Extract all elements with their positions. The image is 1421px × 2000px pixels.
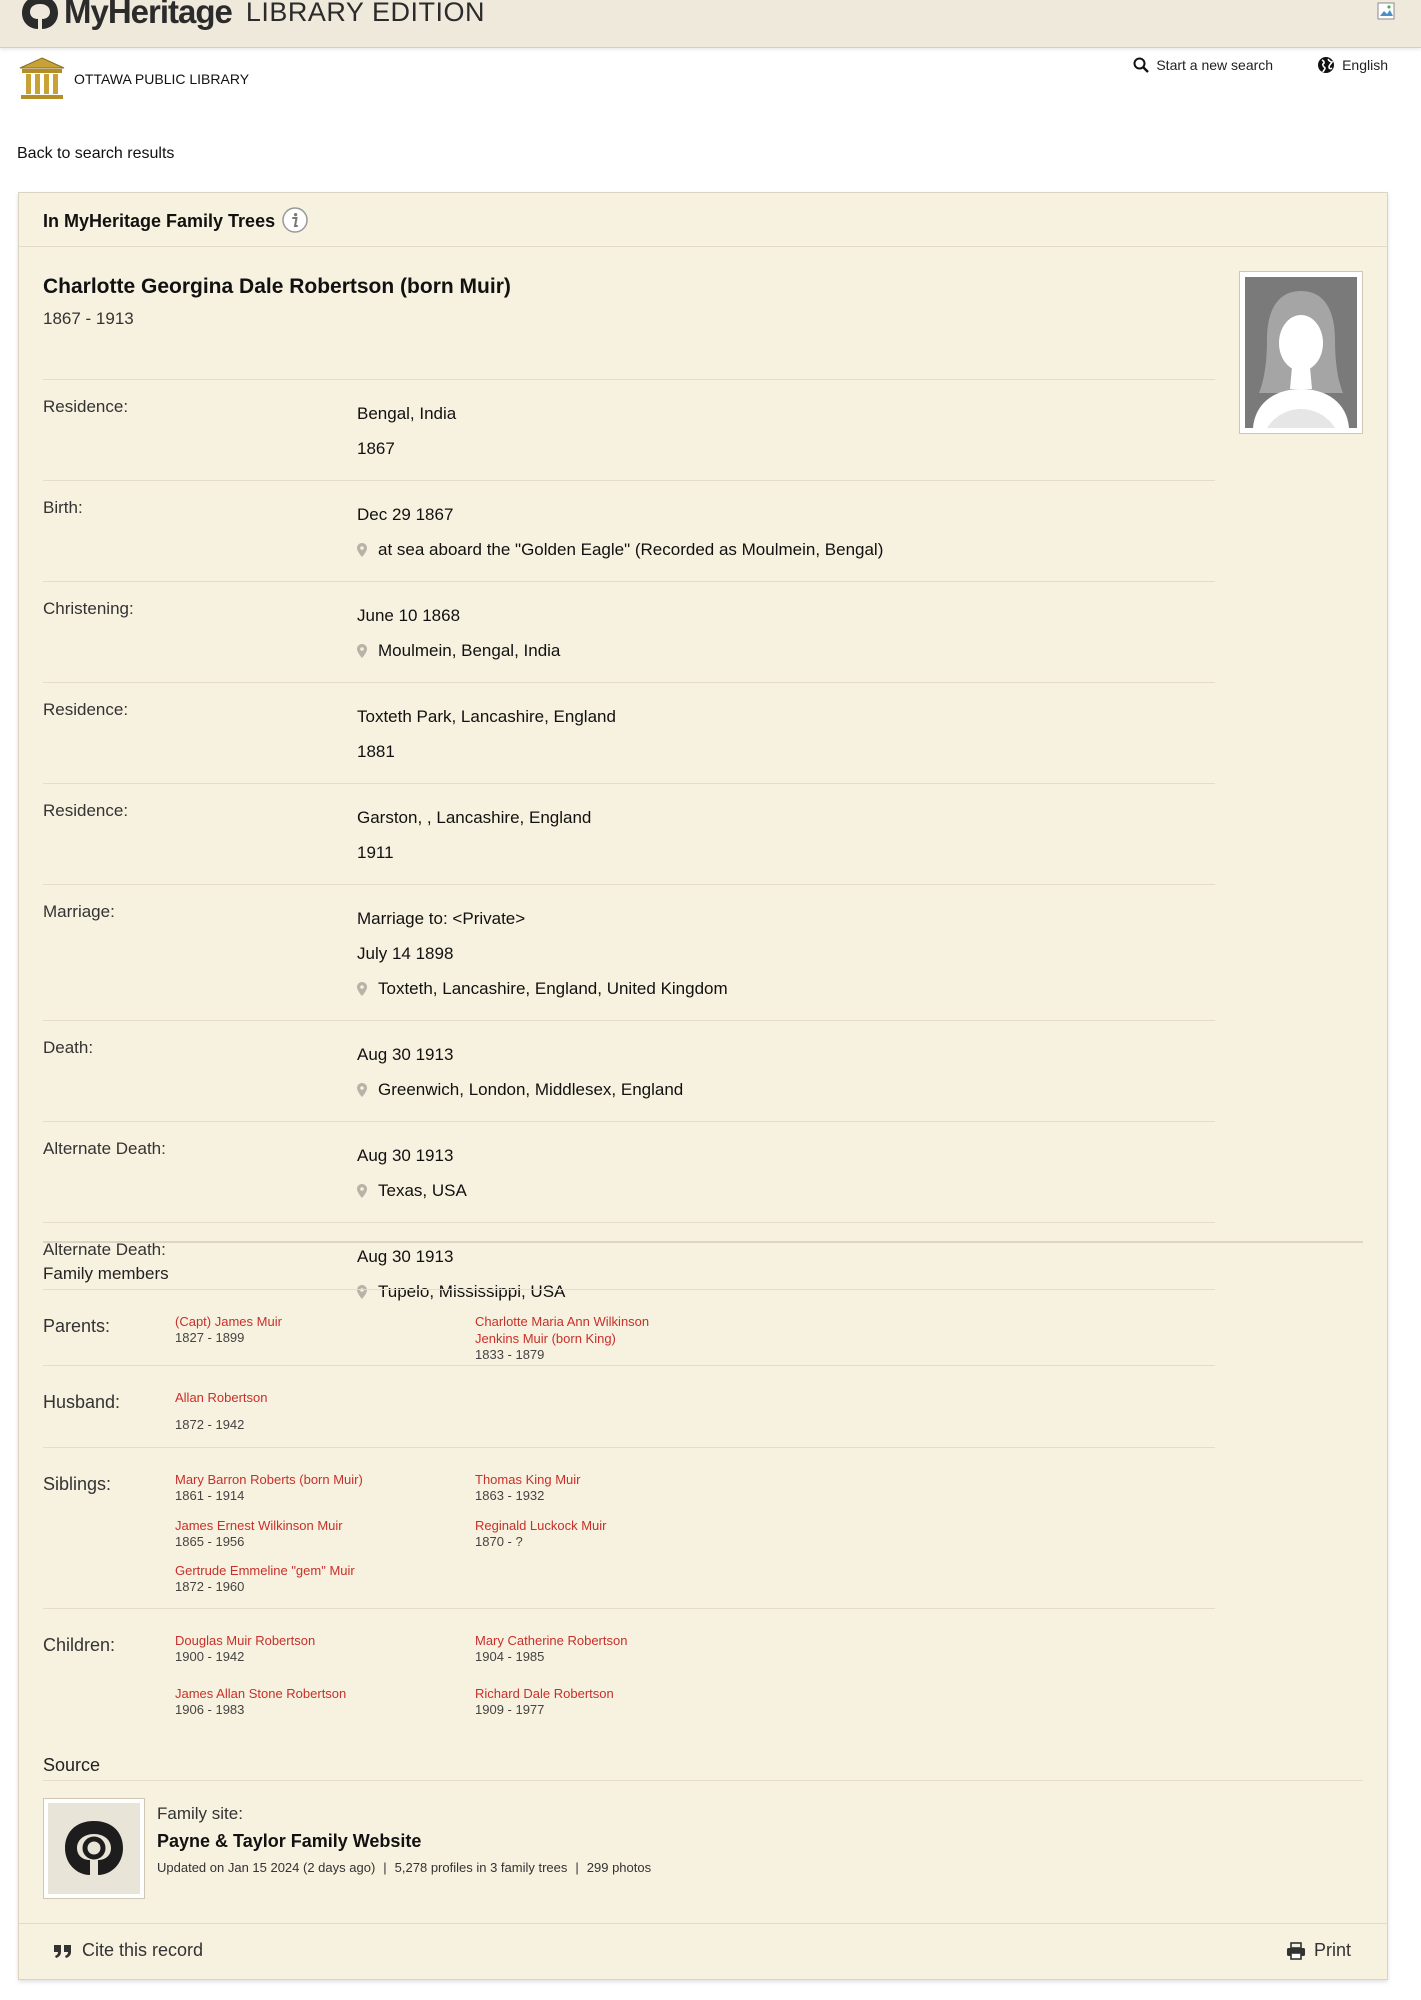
member-years: 1906 - 1983: [175, 1702, 245, 1717]
family-member[interactable]: [175, 1632, 475, 1674]
member-name-link[interactable]: James Ernest Wilkinson Muir: [175, 1517, 343, 1533]
member-years: 1872 - 1960: [175, 1579, 245, 1595]
family-row-parents: [43, 1289, 1215, 1365]
event-year: 1911: [357, 843, 394, 862]
member-years: 1870 - ?: [475, 1533, 523, 1549]
member-name-link[interactable]: Thomas King Muir: [475, 1472, 581, 1487]
library-name: OTTAWA PUBLIC LIBRARY: [74, 71, 250, 87]
event-value: Marriage to: <Private>: [357, 909, 526, 928]
location-pin-icon: [357, 1184, 367, 1198]
family-member[interactable]: [175, 1517, 475, 1552]
female-silhouette-icon: [1245, 277, 1357, 428]
family-members-heading: Family members: [43, 1264, 169, 1283]
info-icon[interactable]: [281, 206, 309, 234]
family-member[interactable]: [475, 1517, 775, 1552]
family-row-husband: [43, 1365, 1215, 1447]
library-building-icon: [18, 56, 66, 102]
member-name-link[interactable]: Douglas Muir Robertson: [175, 1633, 316, 1648]
member-name-link[interactable]: Charlotte Maria Ann Wilkinson Jenkins Muir (born King): [475, 1314, 650, 1346]
event-label: Death:: [43, 1038, 94, 1057]
person-name: Charlotte Georgina Dale Robertson (born Muir): [43, 275, 511, 298]
family-member[interactable]: [175, 1471, 475, 1506]
source-heading: Source: [43, 1755, 101, 1775]
language-selector[interactable]: [1317, 56, 1388, 74]
member-years: 1904 - 1985: [475, 1649, 545, 1664]
cite-label: Cite this record: [82, 1940, 204, 1960]
divider: [43, 1241, 1363, 1243]
family-members-list: [43, 1289, 1215, 1738]
event-value: Toxteth Park, Lancashire, England: [357, 707, 616, 726]
family-member[interactable]: [475, 1685, 775, 1727]
event-date: July 14 1898: [357, 944, 454, 963]
member-name-link[interactable]: Richard Dale Robertson: [475, 1686, 614, 1701]
event-place-text: at sea aboard the "Golden Eagle" (Recorded as Moulmein, Bengal): [378, 540, 884, 559]
member-name-link[interactable]: Reginald Luckock Muir: [475, 1517, 607, 1533]
source-photos: 299 photos: [586, 1860, 652, 1875]
family-member[interactable]: [475, 1313, 675, 1363]
family-row-siblings: [43, 1447, 1215, 1608]
family-label: Siblings:: [43, 1474, 112, 1494]
event-date: Aug 30 1913: [357, 1247, 454, 1266]
print-label: Print: [1313, 1940, 1351, 1960]
meta-separator: |: [383, 1860, 387, 1875]
family-row-children: [43, 1608, 1215, 1738]
family-label: Parents:: [43, 1316, 111, 1336]
quote-icon: [53, 1943, 73, 1959]
location-pin-icon: [357, 982, 367, 996]
brand-edition: LIBRARY EDITION: [245, 0, 485, 27]
source-profiles: 5,278 profiles in 3 family trees: [394, 1860, 568, 1875]
event-value: Garston, , Lancashire, England: [357, 808, 592, 827]
event-place-text: Toxteth, Lancashire, England, United Kingdom: [378, 979, 728, 998]
card-footer: [19, 1923, 1387, 1979]
member-years: 1833 - 1879: [475, 1347, 545, 1362]
event-place: [357, 1173, 1215, 1208]
event-label: Birth:: [43, 498, 83, 517]
globe-icon: [1317, 56, 1335, 74]
top-bar: [0, 0, 1421, 48]
event-place-text: Texas, USA: [378, 1181, 467, 1200]
event-label: Alternate Death:: [43, 1240, 166, 1259]
meta-separator: |: [575, 1860, 579, 1875]
print-button[interactable]: [1286, 1940, 1351, 1961]
member-years: 1909 - 1977: [475, 1702, 545, 1717]
family-member[interactable]: [475, 1632, 775, 1674]
event-year: 1867: [357, 439, 395, 458]
brand[interactable]: [18, 0, 485, 32]
location-pin-icon: [357, 543, 367, 557]
brand-name: MyHeritage: [64, 0, 232, 30]
member-years: 1865 - 1956: [175, 1533, 245, 1549]
event-date: Dec 29 1867: [357, 505, 454, 524]
event-row-alternate-death: [43, 1121, 1215, 1222]
family-member[interactable]: [175, 1685, 475, 1727]
card-title: In MyHeritage Family Trees: [43, 211, 276, 231]
family-member[interactable]: [175, 1313, 475, 1363]
myheritage-logo-icon: [18, 0, 62, 32]
event-row-residence: [43, 682, 1215, 783]
source-meta: [157, 1860, 651, 1875]
member-years: 1863 - 1932: [475, 1488, 545, 1503]
event-row-christening: [43, 581, 1215, 682]
family-member[interactable]: [175, 1562, 475, 1597]
cite-this-record-button[interactable]: [53, 1940, 203, 1961]
divider: [43, 1780, 1363, 1781]
member-name-link[interactable]: Mary Barron Roberts (born Muir): [175, 1472, 363, 1487]
member-name-link[interactable]: Allan Robertson: [175, 1390, 268, 1405]
source-updated: Updated on Jan 15 2024 (2 days ago): [157, 1860, 376, 1875]
event-row-birth: [43, 480, 1215, 581]
event-row-marriage: [43, 884, 1215, 1020]
family-site-logo[interactable]: [43, 1798, 145, 1899]
card-header: [19, 193, 1387, 247]
member-name-link[interactable]: Mary Catherine Robertson: [475, 1633, 628, 1648]
record-card: [18, 192, 1388, 1980]
member-name-link[interactable]: Gertrude Emmeline "gem" Muir: [175, 1563, 355, 1579]
header-links: [1133, 56, 1388, 74]
member-years: 1861 - 1914: [175, 1488, 245, 1503]
start-new-search-label: Start a new search: [1156, 57, 1274, 73]
language-label: English: [1342, 57, 1388, 73]
profile-photo[interactable]: [1239, 271, 1363, 434]
source-site-name[interactable]: Payne & Taylor Family Website: [157, 1831, 422, 1851]
event-date: Aug 30 1913: [357, 1146, 454, 1165]
event-row-residence: [43, 379, 1215, 480]
person-years: 1867 - 1913: [43, 309, 134, 328]
event-label: Residence:: [43, 397, 129, 416]
family-tree-logo-icon: [59, 1817, 129, 1881]
member-name-link[interactable]: (Capt) James Muir: [175, 1314, 282, 1329]
event-date: June 10 1868: [357, 606, 461, 625]
location-pin-icon: [357, 644, 367, 658]
source-type: Family site:: [157, 1804, 243, 1823]
event-place-text: Tupelo, Mississippi, USA: [378, 1282, 566, 1301]
event-value: Bengal, India: [357, 404, 457, 423]
member-years: 1900 - 1942: [175, 1649, 245, 1664]
event-place: [357, 971, 1215, 1006]
event-year: 1881: [357, 742, 395, 761]
event-row-residence: [43, 783, 1215, 884]
event-label: Christening:: [43, 599, 134, 618]
library-badge: [18, 56, 249, 102]
family-member[interactable]: [175, 1389, 475, 1436]
member-name-link[interactable]: James Allan Stone Robertson: [175, 1686, 347, 1701]
member-years: 1872 - 1942: [175, 1417, 245, 1432]
event-place: [357, 633, 1215, 668]
family-label: Husband:: [43, 1392, 121, 1412]
event-place-text: Greenwich, London, Middlesex, England: [378, 1080, 684, 1099]
event-place: [357, 532, 1215, 567]
event-label: Residence:: [43, 700, 129, 719]
events-list: [43, 379, 1215, 1323]
printer-icon: [1286, 1942, 1306, 1960]
event-place-text: Moulmein, Bengal, India: [378, 641, 561, 660]
event-date: Aug 30 1913: [357, 1045, 454, 1064]
search-icon: [1133, 57, 1149, 73]
event-label: Alternate Death:: [43, 1139, 166, 1158]
event-label: Residence:: [43, 801, 129, 820]
event-label: Marriage:: [43, 902, 115, 921]
event-row-death: [43, 1020, 1215, 1121]
location-pin-icon: [357, 1083, 367, 1097]
start-new-search-link[interactable]: [1133, 57, 1273, 73]
family-label: Children:: [43, 1635, 116, 1655]
member-years: 1827 - 1899: [175, 1330, 245, 1345]
back-to-search-results-link[interactable]: Back to search results: [17, 145, 175, 162]
family-member[interactable]: [475, 1471, 775, 1506]
broken-image-icon: [1377, 2, 1397, 22]
event-place: [357, 1072, 1215, 1107]
